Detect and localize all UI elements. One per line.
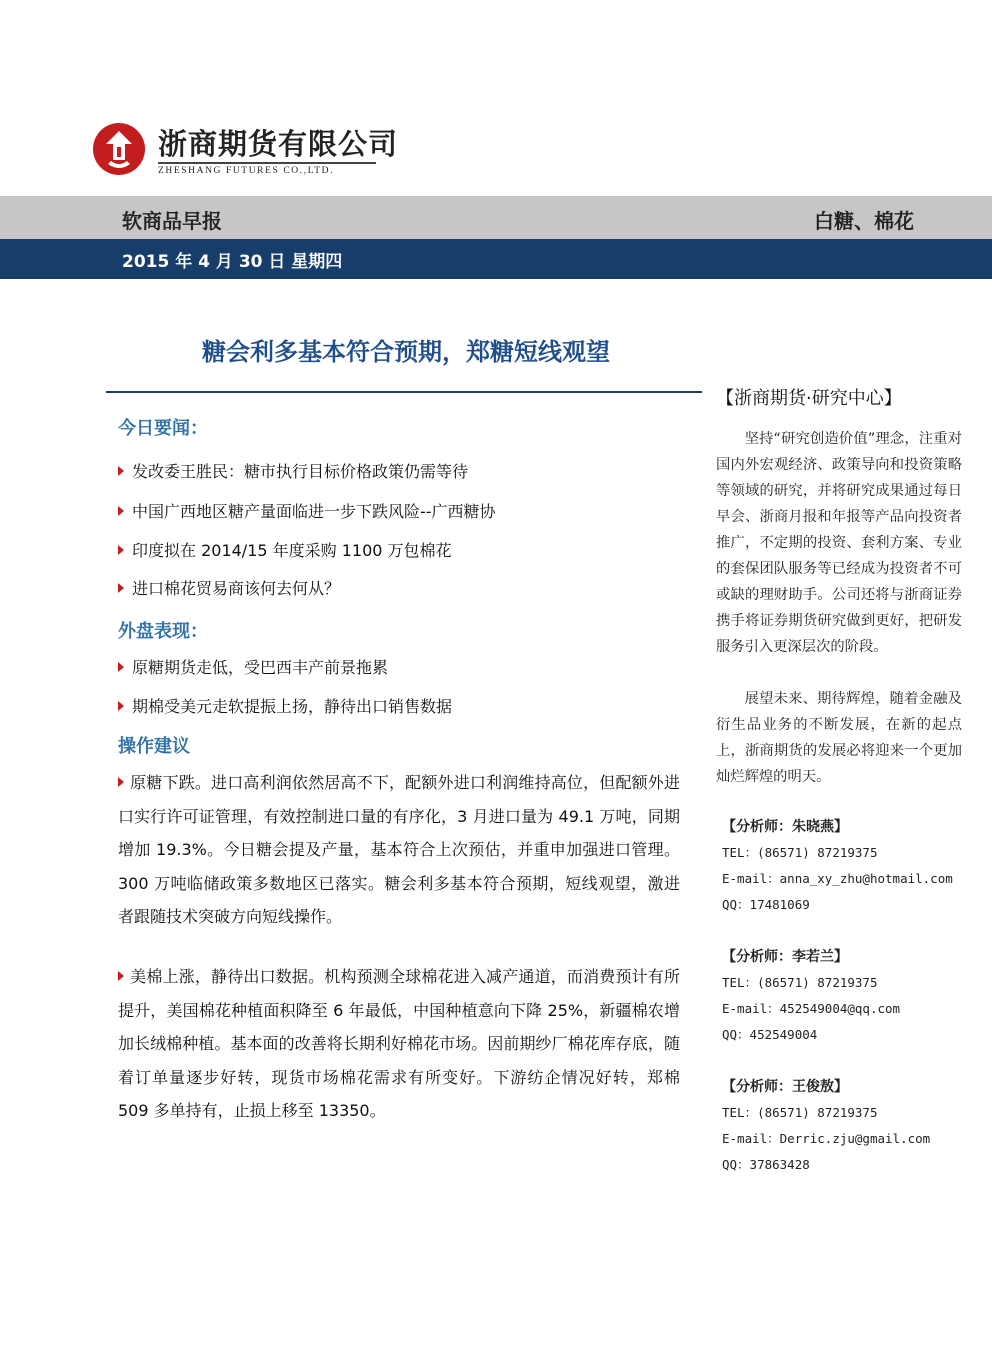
bullet-arrow-icon	[118, 971, 124, 981]
report-headline: 糖会利多基本符合预期，郑糖短线观望	[202, 338, 610, 366]
analyst-tel: TEL：(86571) 87219375	[722, 975, 878, 990]
bullet-arrow-icon	[118, 466, 124, 476]
analyst-email[interactable]: E-mail：Derric.zju@gmail.com	[722, 1131, 931, 1146]
analyst-tel: TEL：(86571) 87219375	[722, 845, 878, 860]
analyst-qq: QQ：37863428	[722, 1157, 810, 1172]
analyst-card	[722, 1074, 972, 1178]
company-name-en: ZHESHANG FUTURES CO.,LTD.	[158, 166, 335, 176]
analyst-email[interactable]: E-mail：452549004@qq.com	[722, 1001, 901, 1016]
logo-divider	[158, 162, 376, 164]
company-logo	[92, 118, 399, 178]
overseas-section-title: 外盘表现：	[118, 621, 208, 642]
analyst-name: 【分析师：朱晓燕】	[722, 819, 848, 835]
bullet-arrow-icon	[118, 701, 124, 711]
sidebar-title: 【浙商期货·研究中心】	[716, 388, 902, 409]
report-date: 2015 年 4 月 30 日 星期四	[122, 252, 343, 272]
report-type: 软商品早报	[122, 209, 222, 233]
analyst-name: 【分析师：李若兰】	[722, 949, 848, 965]
advice-paragraph-cotton: 美棉上涨，静待出口数据。机构预测全球棉花进入减产通道，而消费预计有所提升，美国棉花种植面积降至 6 年最低，中国种植意向下降 25%，新疆棉农增加长绒棉种植。基本面的改善将长期利好棉花市场。因前期纱厂棉花库存底，随着订单量逐步好转，现货市场棉花需求有所变好。下游纺企情况好转，郑棉 509 多单持有，止损上移至 13350。	[118, 967, 680, 1120]
analyst-card	[722, 814, 972, 918]
company-name-cn: 浙商期货有限公司	[158, 127, 399, 161]
overseas-item: 期棉受美元走软提振上扬，静待出口销售数据	[118, 694, 452, 717]
news-item: 中国广西地区糖产量面临进一步下跌风险--广西糖协	[118, 499, 496, 522]
analyst-tel: TEL：(86571) 87219375	[722, 1105, 878, 1120]
headline-divider	[106, 391, 702, 393]
news-item: 进口棉花贸易商该何去何从？	[118, 576, 340, 599]
report-commodities: 白糖、棉花	[814, 209, 914, 233]
bullet-arrow-icon	[118, 506, 124, 516]
analyst-name: 【分析师：王俊敖】	[722, 1079, 848, 1095]
analyst-qq: QQ：452549004	[722, 1027, 818, 1042]
news-item: 印度拟在 2014/15 年度采购 1100 万包棉花	[118, 538, 452, 561]
analyst-card	[722, 944, 972, 1048]
zheshang-logo-icon	[92, 122, 146, 176]
bullet-arrow-icon	[118, 662, 124, 672]
bullet-arrow-icon	[118, 777, 124, 787]
news-item: 发改委王胜民：糖市执行目标价格政策仍需等待	[118, 459, 468, 482]
report-header-band	[0, 196, 992, 239]
advice-section-title: 操作建议	[118, 736, 190, 757]
advice-paragraph-sugar: 原糖下跌。进口高利润依然居高不下，配额外进口利润维持高位，但配额外进口实行许可证管理，有效控制进口量的有序化，3 月进口量为 49.1 万吨，同期增加 19.3%。今日糖会提及产量，基本符合上次预估，并重申加强进口管理。300 万吨临储政策多数地区已落实。糖会利多基本符合预期，短线观望，激进者跟随技术突破方向短线操作。	[118, 773, 680, 926]
analyst-email[interactable]: E-mail：anna_xy_zhu@hotmail.com	[722, 871, 953, 886]
analyst-qq: QQ：17481069	[722, 897, 810, 912]
news-section-title: 今日要闻：	[118, 418, 208, 439]
bullet-arrow-icon	[118, 545, 124, 555]
overseas-item: 原糖期货走低，受巴西丰产前景拖累	[118, 655, 388, 678]
date-band	[0, 239, 992, 279]
sidebar-outlook: 展望未来、期待辉煌，随着金融及衍生品业务的不断发展，在新的起点上，浙商期货的发展必将迎来一个更加灿烂辉煌的明天。	[716, 691, 962, 785]
bullet-arrow-icon	[118, 583, 124, 593]
sidebar-intro: 坚持“研究创造价值”理念，注重对国内外宏观经济、政策导向和投资策略等领域的研究，并将研究成果通过每日早会、浙商月报和年报等产品向投资者推广，不定期的投资、套利方案、专业的套保团队服务等已经成为投资者不可或缺的理财助手。公司还将与浙商证券携手将证券期货研究做到更好，把研发服务引入更深层次的阶段。	[716, 431, 962, 655]
